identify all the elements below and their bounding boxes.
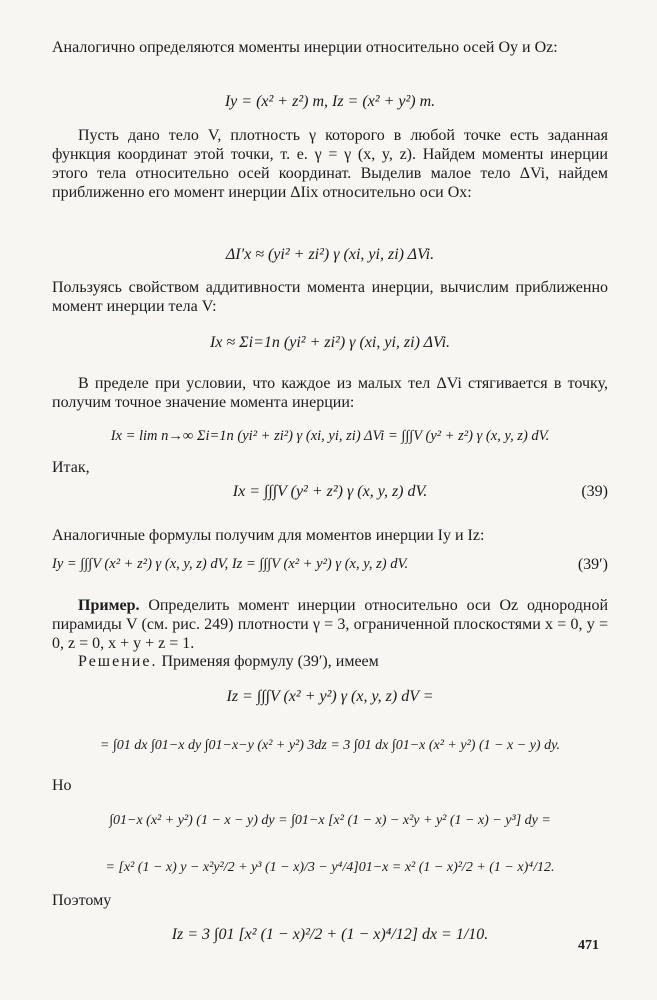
example-text: Определить момент инерции относительно оси Oz однородной пирамиды V (см. рис. 249) плотности γ = 3, ограниченной плоскостями x = 0, y = 0, z = 0, x + y + z = 1. <box>52 597 609 652</box>
formula-39: Ix = ∫∫∫V (y² + z²) γ (x, y, z) dV. <box>232 483 428 500</box>
formula-39-prime: Iy = ∫∫∫V (x² + z²) γ (x, y, z) dV, Iz = ∫∫∫V (x² + y²) γ (x, y, z) dV. <box>52 556 409 572</box>
paragraph-therefore: Поэтому <box>52 892 112 909</box>
paragraph-solution <box>52 652 608 671</box>
paragraph-example <box>52 596 608 653</box>
equation-number-39-prime: (39′) <box>577 556 608 573</box>
paragraph-5: Итак, <box>52 459 90 476</box>
page-number: 471 <box>578 938 599 953</box>
paragraph-6: Аналогичные формулы получим для моментов инерции Iy и Iz: <box>52 527 485 544</box>
formula-iz-triple: Iz = ∫∫∫V (x² + y²) γ (x, y, z) dV = <box>226 688 434 705</box>
formula-iz-iterated: = ∫01 dx ∫01−x dy ∫01−x−y (x² + y²) 3dz = 3 ∫01 dx ∫01−x (x² + y²) (1 − x − y) dy. <box>99 738 561 753</box>
formula-39-prime-row <box>52 556 608 578</box>
paragraph-but: Но <box>52 777 72 794</box>
formula-sum-approx: Ix ≈ Σi=1n (yi² + zi²) γ (xi, yi, zi) ΔVi. <box>209 334 451 351</box>
formula-moments-y-z: Iy = (x² + z²) m, Iz = (x² + y²) m. <box>224 93 436 110</box>
formula-final: Iz = 3 ∫01 [x² (1 − x)²/2 + (1 − x)⁴/12] dx = 1/10. <box>171 926 489 943</box>
equation-number-39: (39) <box>581 483 608 500</box>
formula-39-row <box>52 483 608 505</box>
paragraph-3: Пользуясь свойством аддитивности момента инерции, вычислим приближенно момент инерции тела V: <box>52 279 608 315</box>
example-label: Пример. <box>78 597 140 614</box>
formula-inner-integral: ∫01−x (x² + y²) (1 − x − y) dy = ∫01−x [x² (1 − x) − x²y + y² (1 − x) − y³] dy = <box>109 813 551 828</box>
formula-inner-result: = [x² (1 − x) y − x²y²/2 + y³ (1 − x)/3 − y⁴/4]01−x = x² (1 − x)²/2 + (1 − x)⁴/12. <box>105 860 555 875</box>
paragraph-4: В пределе при условии, что каждое из малых тел ΔVi стягивается в точку, получим точное значение момента инерции: <box>52 375 608 411</box>
formula-delta-moment: ΔI′x ≈ (yi² + zi²) γ (xi, yi, zi) ΔVi. <box>225 246 435 263</box>
paragraph-2: Пусть дано тело V, плотность γ которого в любой точке есть заданная функция координат этой точки, т. е. γ = γ (x, y, z). Найдем моменты инерции этого тела относительно осей координат. Выделив малое тело ΔVi, найдем приближенно его момент инерции ΔIix относительно оси Ox: <box>52 127 608 201</box>
solution-label: Решение. <box>78 653 158 670</box>
formula-limit: Ix = lim n→∞ Σi=1n (yi² + zi²) γ (xi, yi, zi) ΔVi = ∫∫∫V (y² + z²) γ (x, y, z) dV. <box>110 428 550 444</box>
paragraph-1: Аналогично определяются моменты инерции относительно осей Oy и Oz: <box>52 39 558 56</box>
solution-text: Применяя формулу (39′), имеем <box>161 653 379 670</box>
